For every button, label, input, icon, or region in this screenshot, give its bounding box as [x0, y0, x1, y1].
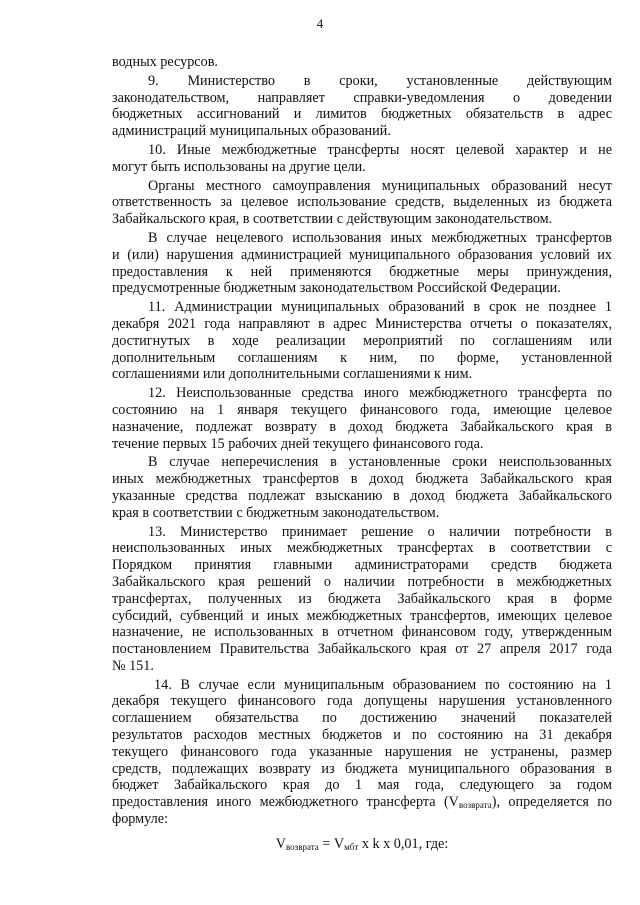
paragraph-p14	[112, 677, 612, 828]
text-line: В случае нецелевого использования иных межбюджетных трансфертов	[148, 229, 612, 246]
text-line: предусмотренные бюджетным законодательством Российской Федерации.	[112, 280, 561, 297]
formula-equals: = V	[318, 835, 345, 852]
text-line: неиспользованных иных межбюджетных трансфертах в соответствии с	[112, 540, 612, 557]
paragraph-p10	[112, 142, 612, 176]
text-line: 13. Министерство принимает решение о наличии потребности в	[148, 523, 612, 540]
text-line: состоянию на 1 января текущего финансового года, имеющие целевое	[112, 401, 612, 418]
text-line: постановлением Правительства Забайкальского края от 27 апреля 2017 года	[112, 641, 612, 658]
document-body	[112, 54, 612, 853]
text-line: 11. Администрации муниципальных образований в срок не позднее 1	[148, 299, 612, 316]
subscript: возврата	[458, 800, 492, 811]
text-line: текущего финансового года указанные нарушения не устранены, размер	[112, 743, 612, 760]
text-line: соглашением обязательства по достижению значений показателей	[112, 710, 612, 727]
text-line: законодательством, направляет справки-уведомления о доведении	[112, 89, 612, 106]
text-line: Органы местного самоуправления муниципальных образований несут	[148, 177, 612, 194]
formula-var: V	[275, 835, 286, 852]
text-line: бюджет Забайкальского края до 1 мая года, следующего за годом	[112, 777, 612, 794]
text-line: края в соответствии с бюджетным законодательством.	[112, 504, 440, 521]
text-line: назначение, подлежат возврату в доход бюджета Забайкальского края в	[112, 418, 612, 435]
text-line: 10. Иные межбюджетные трансферты носят целевой характер и не	[148, 141, 612, 158]
text-line: назначение, не использованных в отчетном финансовом году, утвержденным	[112, 624, 612, 641]
formula-subscript: мбт	[344, 841, 359, 852]
text-line: формуле:	[112, 811, 168, 828]
paragraph-p10b	[112, 178, 612, 228]
text-line: Забайкальского края, в соответствии с действующим законодательством.	[112, 211, 553, 228]
text-line: течение первых 15 рабочих дней текущего финансового года.	[112, 435, 484, 452]
text-line: бюджетных ассигнований и лимитов бюджетных обязательств в адрес	[112, 106, 612, 123]
paragraph-p10c	[112, 230, 612, 297]
paragraph-p13	[112, 524, 612, 675]
text-line: администраций муниципальных образований.	[112, 123, 391, 140]
paragraph-p12	[112, 385, 612, 452]
text-line: предоставления к ней применяются бюджетные меры принуждения,	[112, 263, 612, 280]
text-line: могут быть использованы на другие цели.	[112, 158, 366, 175]
text-line: субсидий, субвенций и иных межбюджетных трансфертов, имеющих целевое	[112, 607, 612, 624]
paragraph-p12b	[112, 454, 612, 521]
text-line: достигнутых в ходе реализации мероприятий по соглашениям или	[112, 332, 612, 349]
text-line: 12. Неиспользованные средства иного межбюджетного трансферта по	[148, 385, 612, 402]
text-line: Порядком принятия главными администраторами средств бюджета	[112, 557, 612, 574]
text-line: Забайкальского края решений о наличии потребности в межбюджетных	[112, 573, 612, 590]
text-line: ответственность за целевое использование средств, выделенных из бюджета	[112, 194, 612, 211]
text-line: 14. В случае если муниципальным образованием по состоянию на 1	[154, 676, 612, 693]
text-line: иных межбюджетных трансфертов в доход бюджета Забайкальского края	[112, 471, 612, 488]
text-line: 9. Министерство в сроки, установленные действующим	[148, 72, 612, 89]
text-line: дополнительным соглашениям к ним, по форме, установленной	[112, 349, 612, 366]
text-fragment: ), определяется по	[491, 794, 612, 811]
text-line: водных ресурсов.	[112, 54, 218, 70]
formula-subscript: возврата	[285, 841, 319, 852]
text-fragment: предоставления иного межбюджетного трансферта (V	[112, 794, 459, 811]
text-line: трансфертах, полученных из бюджета Забайкальского края в форме	[112, 590, 612, 607]
text-line: декабря текущего финансового года допущены нарушения установленного	[112, 693, 612, 710]
paragraph-p11	[112, 299, 612, 383]
text-line: и (или) нарушения администрацией муниципального образования условий их	[112, 246, 612, 263]
text-line	[112, 794, 612, 811]
text-line: декабря 2021 года направляют в адрес Министерства отчеты о показателях,	[112, 315, 612, 332]
paragraph-p0	[112, 54, 612, 71]
page-number: 4	[316, 16, 324, 31]
formula-rest: x k x 0,01, где:	[358, 835, 449, 852]
text-line: В случае неперечисления в установленные сроки неиспользованных	[148, 454, 612, 471]
text-line: средств, подлежащих возврату из бюджета муниципального образования в	[112, 760, 612, 777]
paragraph-p9	[112, 73, 612, 140]
text-line: указанные средства подлежат взысканию в доход бюджета Забайкальского	[112, 487, 612, 504]
text-line: соглашениями или дополнительными соглашениями к ним.	[112, 366, 473, 383]
text-line: результатов расходов местных бюджетов и по состоянию на 31 декабря	[112, 727, 612, 744]
formula	[112, 836, 612, 853]
text-line: № 151.	[112, 657, 154, 674]
